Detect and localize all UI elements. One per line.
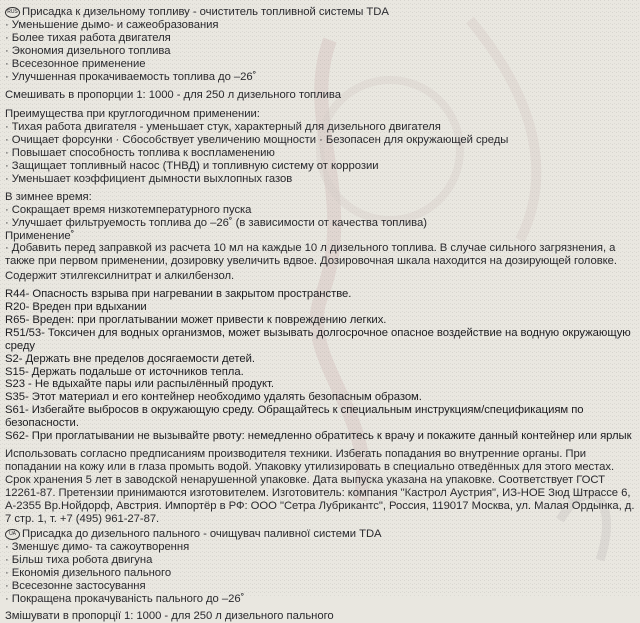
ua-benefit: · Зменшує димо- та сажоутворення <box>5 541 190 554</box>
ru-benefit: · Уменьшение дымо- и сажеобразования <box>5 18 219 31</box>
ru-usage-text: · Добавить перед заправкой из расчета 10 мл на каждые 10 л дизельного топлива. В случае сильного загрязнения, а также при первом применении, дозировку увеличить вдвое. Дозировочная шкала находится на дозирующей головке. <box>5 242 618 268</box>
ru-winter-item: · Улучшает фильтруемость топлива до –26˚ (в зависимости от качества топлива) <box>5 216 427 229</box>
ua-benefit: · Економія дизельного пального <box>5 567 172 580</box>
ru-hazard-phrase: R44- Опасность взрыва при нагревании в закрытом пространстве. <box>5 288 352 301</box>
ua-title: UA Присадка до дизельного пального - очищувач паливної системи TDA <box>5 528 637 541</box>
ru-benefit: · Экономия дизельного топлива <box>5 44 171 57</box>
ru-safety-phrase: S23 - Не вдыхайте пары или распылённый продукт. <box>5 378 275 391</box>
ru-winter-heading: В зимнее время: <box>5 190 92 203</box>
ru-flag-icon: RUS <box>5 7 20 18</box>
ru-safety-phrase: S61- Избегайте выбросов в окружающую среду. Обращайтесь к специальным инструкциям/спецификациям по безопасности. <box>5 404 584 430</box>
ru-title: RUS Присадка к дизельному топливу - очиститель топливной системы TDA <box>5 6 637 19</box>
ua-benefit: · Покращена прокачуваність пального до –26˚ <box>5 592 245 605</box>
ru-hazard-phrase: R65- Вреден: при проглатывании может привести к повреждению легких. <box>5 313 387 326</box>
ru-yearround-item: · Очищает форсунки · Сбособствует увеличению мощности · Безопасен для окружающей среды <box>5 134 509 147</box>
label-text <box>5 6 637 623</box>
ru-yearround-item: · Защищает топливный насос (ТНВД) и топливную систему от коррозии <box>5 159 379 172</box>
ru-safety-phrase: S15- Держать подальше от источников тепла. <box>5 365 244 378</box>
ru-manufacturer-info: Использовать согласно предписаниям производителя техники. Избегать попадания во внутренние органы. При попадании на кожу или в глаза промыть водой. Упаковку утилизировать в специально отведённых для этого местах. Срок хранения 5 лет в заводской ненарушенной упаковке. Дата выпуска указана на упаковке. Соответствует ГОСТ 12261-87. Претензии принимаются изготовителем. Изготовитель: компания "Кастрол Аустрия", ИЗ-НОЕ Зюд Штрассе 6, А-2355 Вр.Нойдорф, Австрия. Импортёр в РФ: ООО "Сетра Лубрикантс", Россия, 119017 Москва, ул. Малая Ордынка, д. 7 стр. 1, т. +7 (495) 961-27-87. <box>5 448 635 525</box>
ru-safety-phrase: S2- Держать вне пределов досягаемости детей. <box>5 352 255 365</box>
ru-benefit: · Улучшенная прокачиваемость топлива до –26˚ <box>5 70 257 83</box>
ua-benefit: · Більш тиха робота двигуна <box>5 554 153 567</box>
ru-benefit: · Более тихая работа двигателя <box>5 31 171 44</box>
ru-yearround-item: · Тихая работа двигателя - уменьшает стук, характерный для дизельного двигателя <box>5 121 441 134</box>
ua-flag-icon: UA <box>5 529 20 540</box>
ru-benefit: · Всесезонное применение <box>5 57 146 70</box>
ru-yearround-heading: Преимущества при круглогодичном применении: <box>5 108 260 121</box>
ru-yearround-item: · Повышает способность топлива к воспламенению <box>5 147 275 160</box>
ru-hazard-phrase: R20- Вреден при вдыхании <box>5 301 147 314</box>
ru-mix-ratio: Смешивать в пропорции 1: 1000 - для 250 л дизельного топлива <box>5 89 341 102</box>
ru-usage-heading: Применение˚ <box>5 229 75 242</box>
ru-winter-item: · Сокращает время низкотемпературного пуска <box>5 203 252 216</box>
ru-hazard-phrase: R51/53- Токсичен для водных организмов, может вызывать долгосрочное опасное воздействие на водную окружающую среду <box>5 326 631 352</box>
ru-safety-phrase: S35- Этот материал и его контейнер необходимо удалять безопасным образом. <box>5 391 422 404</box>
ua-benefit: · Всесезонне застосування <box>5 580 146 593</box>
ua-mix-ratio: Змішувати в пропорції 1: 1000 - для 250 л дизельного пального <box>5 609 334 622</box>
ru-contains: Содержит этилгексилнитрат и алкилбензол. <box>5 270 235 283</box>
ru-yearround-item: · Уменьшает коэффициент дымности выхлопных газов <box>5 172 293 185</box>
ru-safety-phrase: S62- При проглатывании не вызывайте рвоту: немедленно обратитесь к врачу и покажите данный контейнер или ярлык <box>5 430 632 443</box>
